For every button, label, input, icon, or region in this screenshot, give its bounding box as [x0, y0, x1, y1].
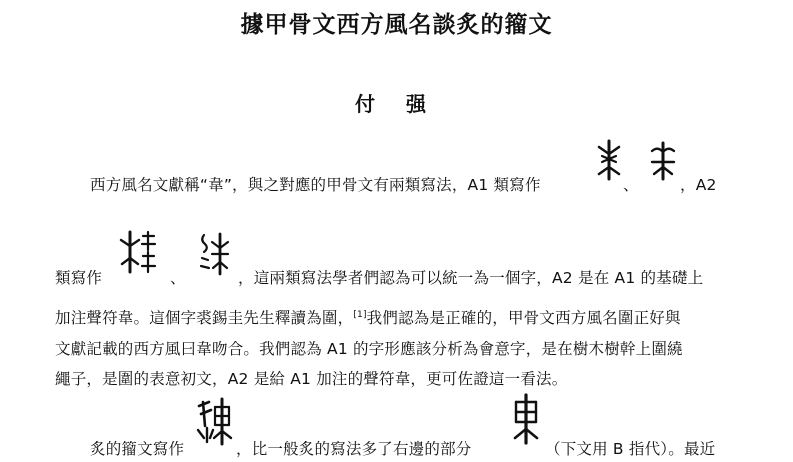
paragraph1-line2-label: 類寫作: [55, 269, 103, 287]
paragraph1-line2-text: ，這兩類寫法學者們認為可以統一為一個字，A2 是在 A1 的基礎上: [238, 269, 704, 287]
paragraph1-line1-text: 西方風名文獻稱“韋”，與之對應的甲骨文有兩類寫法，A1 類寫作: [90, 176, 541, 194]
author-name: 付 强: [355, 92, 438, 116]
paragraph2-line1-end: （下文用 B 指代）。最近: [545, 440, 716, 458]
seal-glyph-part-b: [510, 392, 542, 446]
paragraph1-line1-separator: 、: [623, 176, 639, 194]
document-title: 據甲骨文西方風名談炙的籀文: [240, 12, 553, 38]
paragraph2-line1-middle: ，比一般炙的寫法多了右邊的部分: [236, 440, 472, 458]
seal-glyph-zhi-zhouwen: [195, 396, 235, 448]
paragraph1-line3-text: [55, 306, 681, 328]
paragraph1-line5-text: 繩子，是圍的表意初文，A2 是給 A1 加注的聲符韋，更可佐證這一看法。: [55, 370, 568, 388]
paragraph1-line3-part-b: 我們認為是正確的，甲骨文西方風名圍正好與: [366, 309, 681, 327]
paragraph1-line4-text: 文獻記載的西方風曰韋吻合。我們認為 A1 的字形應該分析為會意字，是在樹木樹幹上圍繞: [55, 340, 683, 358]
oracle-glyph-a1-variant2: [648, 140, 678, 182]
paragraph1-line2-separator: 、: [170, 269, 186, 287]
oracle-glyph-a2-variant1: [118, 228, 158, 276]
oracle-glyph-a1-variant1: [594, 138, 624, 182]
paragraph1-line1-end: ，A2: [680, 176, 717, 194]
paragraph1-line3-part-a: 加注聲符韋。這個字裘錫圭先生釋讀為圍，: [55, 309, 354, 327]
footnote-marker[interactable]: [1]: [353, 309, 367, 320]
oracle-glyph-a2-variant2: [196, 230, 234, 278]
paragraph2-line1-text: 炙的籀文寫作: [90, 440, 185, 458]
